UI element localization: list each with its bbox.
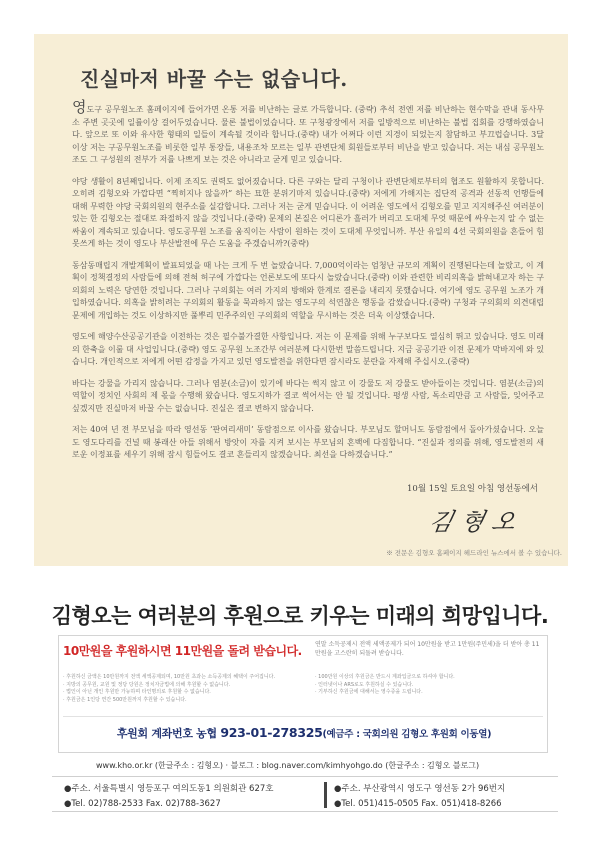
address-row (52, 776, 558, 812)
donation-rules-right (315, 674, 545, 697)
slogan-heading: 김형오는 여러분의 후원으로 키우는 미래의 희망입니다. (51, 604, 549, 628)
busan-address: ●주소. 부산광역시 영도구 영선동 2가 96번지 (334, 784, 506, 794)
rule-item: · 100만원 이상의 후원금은 반드시 계좌입금으로 하셔야 합니다. (315, 674, 455, 680)
account-bank: 농협 (196, 727, 217, 740)
letter-paragraph-1 (72, 98, 544, 167)
rule-item: · 후원금은 1인당 연간 500만원까지 후원할 수 있습니다. (63, 696, 187, 703)
account-info (59, 725, 549, 741)
donation-headline: 10만원을 후원하시면 11만원을 돌려 받습니다. (63, 644, 302, 658)
letter-paragraph-4: 영도에 해양수산공공기관을 이전하는 것은 필수불가결한 사항입니다. 저는 이 문제를 위해 누구보다도 열심히 뛰고 있습니다. 영도 미래의 한축을 이룰 대 사업입니다.(중략) 영도 공무원 노조간부 여러분께 다시한번 말씀드립니다. 지금 공공기관 이전 문제가 막바지에 와 있습니다. 개인적으로 저에게 어떤 감정을 가지고 있던 영도발전을 위한다면 잠시라도 분란을 자제해 주십시오.(중략) (72, 332, 544, 366)
letter-body (72, 98, 544, 471)
website-line[interactable]: www.kho.or.kr (한글주소 : 김형오) · 블로그 : blog.naver.com/kimhyohgo.do (한글주소 : 김형오 블로그) (96, 761, 480, 770)
account-number: 923-01-278325 (220, 725, 323, 740)
rule-item: · 인터넷이나 ARS로도 후원하실 수 있습니다. (315, 681, 414, 688)
letter-date: 10월 15일 토요일 아침 영선동에서 (407, 484, 538, 494)
address-separator (324, 782, 327, 808)
busan-office (334, 782, 505, 812)
busan-phone: ●Tel. 051)415-0505 Fax. 051)418-8266 (334, 799, 502, 809)
letter-paragraph-2: 야당 생활이 8년째입니다. 이제 조직도 권력도 없어졌습니다. 다른 구와는 달리 구청이나 관변단체로부터의 협조도 원활하지 못합니다. 오히려 김형오와 가깝다면 “찍히지나 않을까” 하는 묘한 분위기마저 있습니다.(중략) 저에게 가해지는 집단적 공격과 선동적 언행들에 대해 무력한 야당 국회의원의 현주소를 실감합니다. 그러나 저는 굳게 믿습니다. 이 어려운 영도에서 김형오를 믿고 지지해주신 여러분이 있는 한 김형오는 절대로 좌절하지 않을 것입니다.(중략) 문제의 본질은 어디론가 흘러가 버리고 도대체 무엇 때문에 싸우는지 알 수 없는 싸움이 계속되고 있습니다. 영도공무원 노조를 움직이는 사람이 원하는 것이 도대체 무엇입니까. 부산 유일의 4선 국회의원을 흔들어 힘 못쓰게 하는 것이 영도나 부산발전에 무슨 도움을 주겠습니까?(중략) (72, 176, 544, 248)
letter-footnote: ※ 전문은 김형오 홈페이지 헤드라인 뉴스에서 볼 수 있습니다. (386, 549, 562, 557)
rule-item: · 후원하신 금액은 10만원까지 전액 세액공제되며, 10만원 초과는 소득공제의 혜택이 주어집니다. (63, 674, 276, 680)
account-prefix: 후원회 계좌번호 (116, 727, 193, 740)
donation-rules-left (63, 674, 303, 704)
signature: 김형오 (426, 508, 527, 536)
paragraph-text: 도구 공무원노조 홈페이지에 들어가면 온통 저를 비난하는 글로 가득합니다. (중략) 추석 전엔 저를 비난하는 현수막을 관내 동사무소 주변 곳곳에 일률이상 걸어두었습니다. 물론 불법이었습니다. 또 구청광장에서 저를 일방적으로 비난하는 불법 집회를 강행하였습니다. 앞으로 또 이와 유사한 형태의 일들이 계속될 것이라 합니다.(중략) 내가 어쩌다 이런 지경이 되었는지 참담하고 부끄럽습니다. 3달 이상 저는 구공무원노조를 비롯한 일부 통장들, 내용조차 모르는 일부 관변단체 회원들로부터 비난을 받고 있습니다. 저는 내심 공무원노조도 그 구성원의 전부가 저를 나쁘게 보는 것은 아니라고 굳게 믿고 있습니다. (72, 105, 544, 164)
donation-box (58, 635, 548, 753)
divider (63, 716, 543, 717)
rule-item: · 지방의 공무원, 교원 및 정당 당원은 정치자금법에 의해 후원할 수 없습니다. (63, 681, 231, 688)
donation-tax-note: 연말 소득공제시 전액 세액공제가 되어 10만원을 받고 1만원(주민세)을 더 받아 총 11만원을 고스란히 되돌려 받습니다. (315, 641, 540, 657)
letter-paragraph-3: 동삼동매립지 개발계획이 발표되었을 때 나는 크게 두 번 놀랐습니다. 7,000억이라는 엄청난 규모의 계획이 진행된다는데 놀랐고, 이 계획이 정책결정의 사람들에 의해 전혀 허구에 가깝다는 언론보도에 또다시 놀랐습니다.(중략) 이와 관련한 비리의혹을 밝혀내고자 하는 구의회의 노력은 당연한 것입니다. 그러나 구의회는 여러 가지의 방해와 한계로 결론을 내리지 못했습니다. 여기에 영도 공무원 노조가 개입하였습니다. 의혹을 밝히려는 구의회의 활동을 묵과하지 않는 영도구의 석연찮은 행동을 감쌌습니다.(중략) 구청과 구의회의 의견대립 문제에 개입하는 것도 이상하지만 풀뿌리 민주주의인 구의회의 역할을 무시하는 것은 더욱 이상했습니다. (72, 260, 544, 320)
letter-paragraph-5: 바다는 강물을 가리지 않습니다. 그러나 염분(소금)이 있기에 바다는 썩지 않고 이 강물도 저 강물도 받아들이는 것입니다. 염분(소금)의 역할이 정치인 사회의 제 몫을 수행해 왔습니다. 영도지하가 결코 썩어서는 안 될 것입니다. 평생 사람, 독소리만큼 고 사람들, 잊어주고 싶겠지만 진실마저 바꿀 수는 없습니다. 진실은 결코 변하지 않습니다. (72, 378, 544, 413)
seoul-office (64, 782, 273, 812)
drop-cap: 영 (72, 98, 87, 116)
seoul-address: ●주소. 서울특별시 영등포구 여의도동1 의원회관 627호 (64, 784, 274, 794)
seoul-phone: ●Tel. 02)788-2533 Fax. 02)788-3627 (64, 799, 221, 809)
letter-title: 진실마저 바꿀 수는 없습니다. (80, 67, 348, 91)
letter-paragraph-6: 저는 40여 년 전 부모님을 따라 영선동 ‘판여리새미’ 동람점으로 이사를 왔습니다. 부모님도 할머니도 동람점에서 돌아가셨습니다. 오늘도 영도다리를 건널 때 봉래산 아들 위해서 방앗이 자를 지켜 보시는 부모님의 혼백에 다짐합니다. “진실과 정의를 위해, 영도발전의 새로운 이정표를 세우기 위해 잠시 힘들어도 결코 흔들리지 않겠습니다. 최선을 다하겠습니다.” (72, 425, 544, 459)
rule-item: · 법인이 아닌 개인 후원만 가능하며 타인명의로 후원할 수 없습니다. (63, 689, 211, 695)
rule-item: · 기부하신 후원금에 대해서는 영수증을 드립니다. (315, 689, 423, 695)
account-holder: (예금주 : 국회의원 김형오 후원회 이동열) (322, 729, 492, 740)
